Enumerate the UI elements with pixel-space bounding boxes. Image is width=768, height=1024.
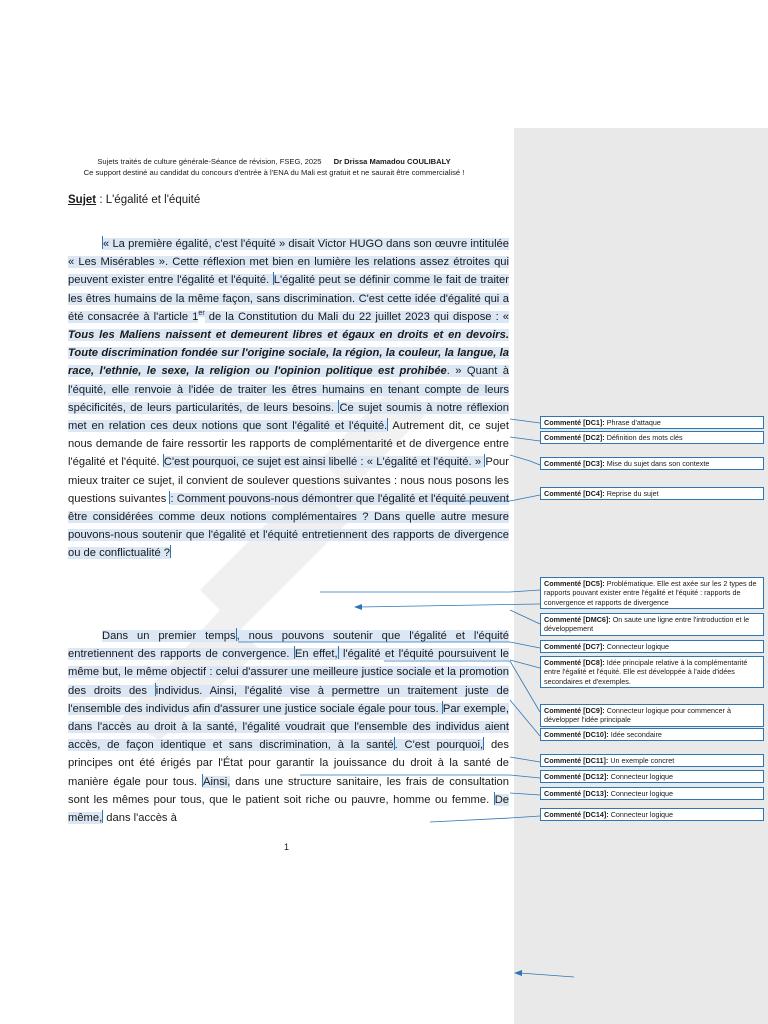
comment-dc1[interactable] <box>540 416 764 429</box>
comment-label: Commenté [DC9]: <box>544 706 605 715</box>
comment-dc3[interactable] <box>540 457 764 470</box>
comment-label: Commenté [DC5]: <box>544 579 605 588</box>
connector-ainsi[interactable]: Ainsi, <box>203 775 231 788</box>
comment-label: Commenté [DC10]: <box>544 730 609 739</box>
comment-text: Reprise du sujet <box>606 489 659 498</box>
secondary-idea-sentence-cont[interactable]: individus. Ainsi, l'égalité vise à permettre un traitement juste de l'ensemble des individus afin d'assurer une justice sociale égale pour tous. <box>68 684 509 715</box>
comment-text: Connecteur logique pour commencer à développer l'idée principale <box>544 706 731 725</box>
connector-en-effet[interactable]: En effet, <box>294 648 338 661</box>
comment-label: Commenté [DC11]: <box>544 756 609 765</box>
comment-label: Commenté [DC2]: <box>544 433 605 442</box>
connector-de-meme[interactable]: De même, <box>68 793 509 825</box>
example-sentence[interactable]: Par exemple, dans l'accès au droit à la santé, l'égalité voudrait que l'ensemble des individus aient accès, de façon identique et sans discrimination, à la santé <box>68 702 509 752</box>
consultation-sentence[interactable]: dans une structure sanitaire, les frais de consultation sont les mêmes pour tous, que le patient soit riche ou pauvre, homme ou femme. <box>68 775 509 806</box>
comment-dc13[interactable] <box>540 787 764 800</box>
comment-text: Phrase d'attaque <box>606 418 661 427</box>
comment-label: Commenté [DMC6]: <box>544 615 611 624</box>
definition-sentence[interactable]: L'égalité peut se définir comme le fait de traiter les êtres humains de la même façon, sans discrimination. C'est cette idée d'égalité qui a été consacrée à l'article 1 <box>68 274 509 323</box>
constitution-quote[interactable]: Tous les Maliens naissent et demeurent libres et égaux en droits et en devoirs. Toute discrimination fondée sur l'origine sociale, la région, la couleur, la langue, la race, l'ethnie, le sexe, la religion ou l'opinion politique est prohibée <box>68 329 509 378</box>
comment-text: Idée principale relative à la complémentarité entre l'égalité et l'équité. Elle est développée à l'aide d'idées secondaires et d'exemples. <box>544 658 748 686</box>
context-sentence-cont[interactable]: Autrement dit, ce sujet nous demande de faire ressortir les rapports de complémentarité et de divergence entre l'égalité et l'équité. <box>68 420 509 469</box>
comment-dc4[interactable] <box>540 487 764 500</box>
secondary-idea-sentence[interactable]: l'égalité et l'équité poursuivent le même but, le même objectif : celui d'assurer une meilleure justice sociale et la promotion des droits des <box>68 648 510 697</box>
comment-text: Connecteur logique <box>610 772 674 781</box>
comment-text: Mise du sujet dans son contexte <box>606 459 710 468</box>
comment-dc5[interactable] <box>540 577 764 609</box>
comment-label: Commenté [DC1]: <box>544 418 605 427</box>
comment-text: Connecteur logique <box>610 789 674 798</box>
comment-text: Un exemple concret <box>610 756 675 765</box>
connector-first[interactable]: Dans un premier temps <box>102 630 236 642</box>
comment-text: Idée secondaire <box>610 730 662 739</box>
comment-label: Commenté [DC8]: <box>544 658 605 667</box>
introduction-paragraph[interactable] <box>68 235 509 563</box>
hook-sentence[interactable]: « La première égalité, c'est l'équité » disait Victor HUGO dans son œuvre intitulée « Les Misérables ». Cette réflexion met bien en lumière les relations assez étroites qui peuvent exister entre l'égalité et l'équité. <box>68 238 509 287</box>
comment-dc7[interactable] <box>540 640 764 653</box>
document-header-line2: Ce support destiné au candidat du concours d'entrée à l'ENA du Mali est gratuit et ne saurait être commercialisé ! <box>83 168 465 177</box>
comment-label: Commenté [DC14]: <box>544 810 609 819</box>
comment-dc10[interactable] <box>540 728 764 741</box>
comment-dc14[interactable] <box>540 808 764 821</box>
ordinal-superscript: er <box>198 310 205 318</box>
page-number: 1 <box>284 842 290 852</box>
access-sentence-start[interactable]: dans l'accès à <box>103 812 177 825</box>
restatement-sentence[interactable]: C'est pourquoi, ce sujet est ainsi libellé : « L'égalité et l'équité. » <box>163 456 485 469</box>
development-paragraph[interactable] <box>68 627 509 827</box>
comment-label: Commenté [DC7]: <box>544 642 605 651</box>
comment-dc9[interactable] <box>540 704 764 727</box>
comment-label: Commenté [DC12]: <box>544 772 609 781</box>
principles-sentence[interactable]: des principes ont été érigés par l'État pour garantir la jouissance du droit à la santé de manière égale pour tous. <box>68 739 509 788</box>
comment-label: Commenté [DC13]: <box>544 789 609 798</box>
comment-dmc6[interactable] <box>540 613 764 636</box>
comment-dc12[interactable] <box>540 770 764 783</box>
comment-pane <box>514 128 768 1024</box>
connector-c-est-pourquoi[interactable]: . C'est pourquoi, <box>394 739 484 752</box>
comment-dc11[interactable] <box>540 754 764 767</box>
comment-dc8[interactable] <box>540 656 764 688</box>
subject-text: : L'égalité et l'équité <box>96 194 201 206</box>
comment-text: Connecteur logique <box>610 810 674 819</box>
header-author: Dr Drissa Mamadou COULIBALY <box>333 157 451 166</box>
comment-dc2[interactable] <box>540 431 764 444</box>
comment-label: Commenté [DC3]: <box>544 459 605 468</box>
document-header-line1 <box>40 157 508 167</box>
definition-sentence-end[interactable]: . » Quant à l'équité, elle renvoie à l'idée de traiter les êtres humains en tenant compte de leurs spécificités, de leurs particularités, de leurs besoins. <box>68 365 509 414</box>
problem-statement[interactable]: : Comment pouvons-nous démontrer que l'égalité et l'équité peuvent être considérées comme deux notions complémentaires ? Dans quelle autre mesure pouvons-nous soutenir que l'égalité et l'équité entretiennent des rapports de divergence ou de conflictualité ? <box>68 492 509 560</box>
header-course-text: Sujets traités de culture générale-Séance de révision, FSEG, 2025 <box>97 157 322 166</box>
comment-text: Connecteur logique <box>606 642 670 651</box>
comment-text: On saute une ligne entre l'introduction et le développement <box>544 615 750 634</box>
comment-text: Définition des mots clés <box>606 433 683 442</box>
subject-title <box>68 193 200 207</box>
main-idea-sentence[interactable]: , nous pouvons soutenir que l'égalité et l'équité entretiennent des rapports de convergence. <box>68 630 509 661</box>
comment-label: Commenté [DC4]: <box>544 489 605 498</box>
subject-label: Sujet <box>68 194 97 206</box>
questions-intro-sentence[interactable]: Pour mieux traiter ce sujet, il convient de soulever questions suivantes : nous nous posons les questions suivantes <box>68 456 509 505</box>
comment-text: Problématique. Elle est axée sur les 2 types de rapports pouvant exister entre l'égalité et l'équité : rapports de convergence et rapports de divergence <box>544 579 757 607</box>
context-sentence[interactable]: Ce sujet soumis à notre réflexion met en relation ces deux notions que sont l'égalité et l'équité. <box>68 401 509 433</box>
definition-sentence-cont[interactable]: de la Constitution du Mali du 22 juillet 2023 qui dispose : « <box>204 310 510 323</box>
